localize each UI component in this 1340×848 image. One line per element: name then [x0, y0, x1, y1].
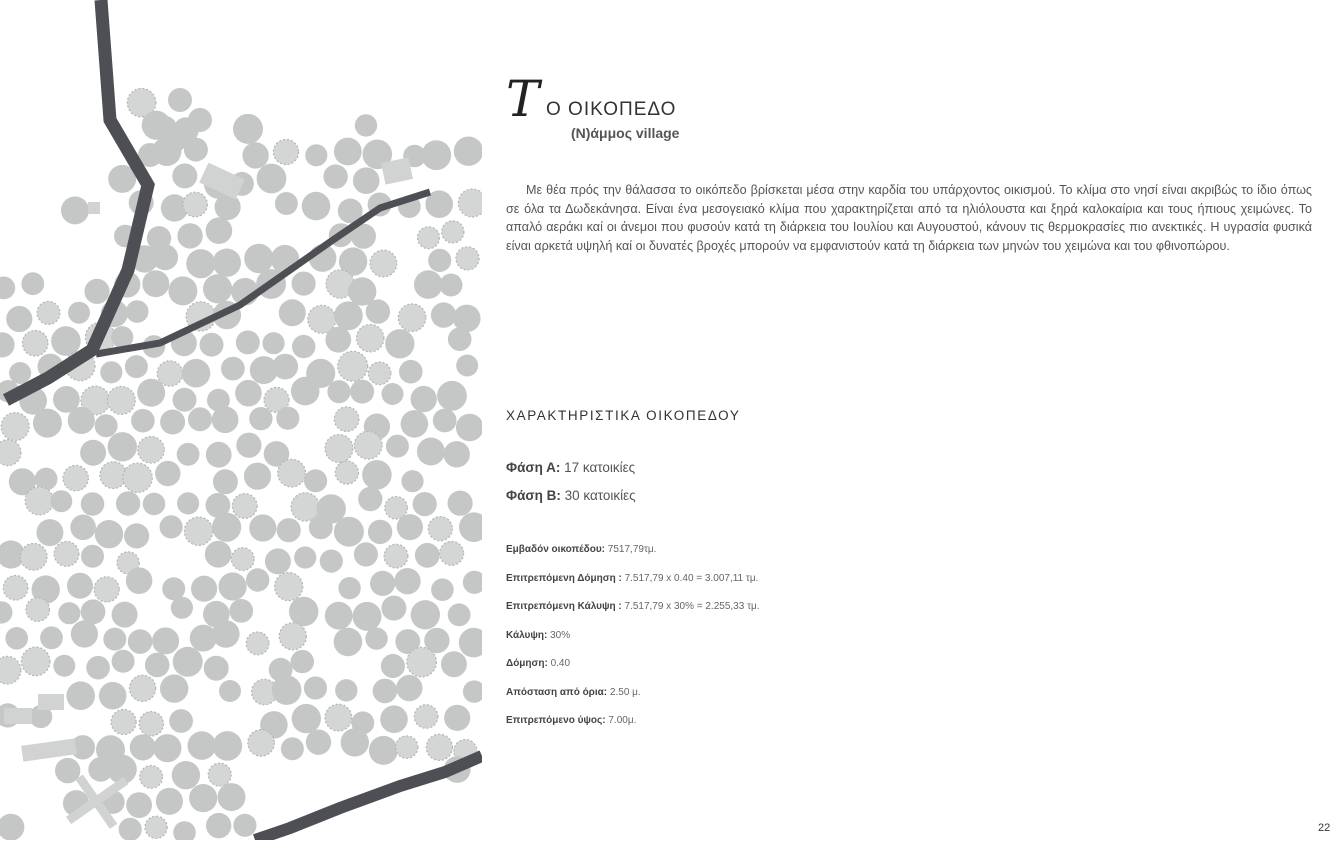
- tree-canopy: [236, 330, 260, 354]
- tree-canopy: [289, 597, 319, 627]
- tree-canopy: [0, 332, 15, 357]
- tree-canopy: [112, 602, 138, 628]
- tree-canopy: [325, 327, 351, 353]
- page-number: 22: [1318, 822, 1331, 834]
- tree-canopy: [130, 734, 156, 760]
- building: [88, 202, 100, 214]
- plot-specs-list: [506, 544, 760, 744]
- tree-canopy: [233, 814, 256, 837]
- tree-canopy: [292, 335, 315, 358]
- tree-canopy: [81, 492, 105, 516]
- spec-setback: [506, 687, 760, 716]
- tree-canopy: [70, 515, 96, 541]
- tree-canopy: [431, 578, 454, 601]
- tree-canopy: [153, 734, 181, 762]
- tree-canopy: [368, 362, 391, 385]
- spec-building-ratio: [506, 658, 760, 687]
- tree-canopy: [33, 409, 62, 438]
- tree-canopy: [278, 459, 306, 487]
- tree-canopy: [212, 406, 239, 433]
- tree-canopy: [431, 302, 456, 327]
- tree-canopy: [188, 108, 212, 132]
- tree-canopy: [279, 299, 306, 326]
- tree-canopy: [334, 301, 363, 330]
- tree-canopy: [0, 601, 13, 623]
- tree-canopy: [84, 279, 109, 304]
- tree-canopy: [123, 463, 152, 492]
- tree-canopy: [21, 272, 44, 295]
- tree-canopy: [401, 470, 423, 492]
- tree-canopy: [103, 628, 126, 651]
- tree-canopy: [281, 737, 304, 760]
- tree-canopy: [112, 650, 135, 673]
- tree-canopy: [36, 519, 63, 546]
- tree-canopy: [206, 217, 233, 244]
- tree-canopy: [323, 164, 347, 188]
- tree-canopy: [111, 710, 136, 735]
- tree-canopy: [5, 627, 28, 650]
- tree-canopy: [40, 626, 63, 649]
- tree-canopy: [20, 543, 47, 570]
- tree-canopy: [304, 469, 327, 492]
- tree-canopy: [186, 249, 215, 278]
- tree-canopy: [292, 704, 321, 733]
- tree-canopy: [169, 709, 193, 733]
- tree-canopy: [397, 514, 423, 540]
- tree-canopy: [200, 333, 224, 357]
- tree-canopy: [95, 520, 123, 548]
- tree-canopy: [302, 192, 331, 221]
- spec-value: 30%: [547, 629, 571, 641]
- spec-label: Επιτρεπόμενη Δόμηση :: [506, 572, 622, 584]
- tree-canopy: [368, 520, 392, 544]
- tree-canopy: [341, 728, 369, 756]
- tree-canopy: [68, 302, 90, 324]
- tree-canopy: [448, 491, 473, 516]
- tree-canopy: [100, 361, 122, 383]
- tree-canopy: [365, 627, 387, 649]
- tree-canopy: [325, 435, 353, 463]
- tree-canopy: [358, 487, 382, 511]
- tree-canopy: [381, 654, 405, 678]
- tree-canopy: [335, 461, 358, 484]
- tree-canopy: [411, 600, 440, 629]
- tree-canopy: [413, 492, 437, 516]
- tree-canopy: [37, 301, 60, 324]
- lower-road: [255, 756, 482, 840]
- tree-canopy: [335, 679, 357, 701]
- tree-canopy: [244, 244, 273, 273]
- phase-a-line: [506, 460, 635, 475]
- tree-canopy: [183, 192, 208, 217]
- tree-canopy: [459, 512, 482, 542]
- tree-canopy: [160, 515, 183, 538]
- tree-canopy: [177, 492, 199, 514]
- tree-canopy: [229, 599, 253, 623]
- tree-canopy: [394, 568, 420, 594]
- tree-canopy: [221, 357, 245, 381]
- tree-canopy: [396, 736, 418, 758]
- tree-canopy: [421, 140, 451, 170]
- tree-canopy: [373, 679, 398, 704]
- tree-canopy: [58, 602, 80, 624]
- tree-canopy: [54, 542, 79, 567]
- tree-canopy: [246, 568, 269, 591]
- tree-canopy: [126, 792, 152, 818]
- tree-canopy: [276, 407, 299, 430]
- tree-canopy: [357, 325, 384, 352]
- tree-canopy: [334, 407, 359, 432]
- tree-canopy: [291, 377, 320, 406]
- tree-canopy: [155, 461, 180, 486]
- tree-canopy: [325, 704, 352, 731]
- tree-canopy: [173, 647, 203, 677]
- tree-canopy: [305, 144, 327, 166]
- tree-canopy: [236, 433, 261, 458]
- tree-canopy: [327, 380, 350, 403]
- spec-allowed-building: [506, 573, 760, 602]
- tree-canopy: [205, 541, 232, 568]
- tree-canopy: [338, 351, 368, 381]
- tree-canopy: [456, 247, 479, 270]
- tree-canopy: [320, 550, 343, 573]
- tree-canopy: [369, 736, 398, 765]
- tree-canopy: [160, 674, 188, 702]
- tree-canopy: [53, 655, 75, 677]
- tree-canopy: [0, 277, 15, 300]
- tree-canopy: [6, 306, 32, 332]
- tree-canopy: [440, 541, 464, 565]
- tree-canopy: [9, 362, 31, 384]
- tree-canopy: [86, 656, 110, 680]
- tree-canopy: [119, 818, 142, 840]
- page-subtitle: (Ν)άμμος village: [571, 125, 680, 141]
- tree-canopy: [417, 438, 445, 466]
- tree-canopy: [381, 596, 406, 621]
- tree-canopy: [382, 383, 404, 405]
- tree-canopy: [244, 463, 271, 490]
- tree-canopy: [50, 490, 72, 512]
- spec-value: 7.00μ.: [605, 715, 637, 726]
- tree-canopy: [173, 821, 196, 840]
- tree-canopy: [242, 142, 268, 168]
- phase-value: 17 κατοικίες: [560, 460, 636, 475]
- tree-canopy: [130, 675, 156, 701]
- tree-canopy: [219, 572, 247, 600]
- tree-canopy: [177, 443, 200, 466]
- spec-label: Κάλυψη:: [506, 629, 548, 641]
- spec-value: 7517,79τμ.: [605, 544, 657, 555]
- spec-plot-area: [506, 544, 760, 573]
- tree-canopy: [168, 276, 197, 305]
- tree-canopy: [212, 513, 241, 542]
- tree-canopy: [275, 573, 303, 601]
- tree-canopy: [353, 167, 380, 194]
- tree-canopy: [25, 487, 53, 515]
- tree-canopy: [156, 788, 183, 815]
- tree-canopy: [126, 300, 149, 323]
- tree-canopy: [172, 163, 197, 188]
- phase-label: Φάση Α:: [506, 460, 561, 475]
- tree-canopy: [334, 628, 363, 657]
- tree-canopy: [463, 571, 482, 594]
- tree-canopy: [218, 783, 246, 811]
- tree-canopy: [249, 407, 272, 430]
- spec-label: Απόσταση από όρια:: [506, 686, 608, 698]
- tree-canopy: [380, 705, 408, 733]
- tree-canopy: [184, 138, 208, 162]
- tree-canopy: [95, 414, 118, 437]
- tree-canopy: [246, 632, 269, 655]
- spec-label: Επιτρεπόμενο ύψος:: [506, 715, 606, 726]
- tree-canopy: [354, 542, 378, 566]
- tree-canopy: [304, 676, 327, 699]
- tree-canopy: [448, 327, 472, 351]
- tree-canopy: [189, 784, 217, 812]
- tree-canopy: [126, 567, 153, 594]
- tree-canopy: [279, 623, 306, 650]
- phase-label: Φάση Β:: [506, 488, 561, 503]
- tree-canopy: [437, 381, 467, 411]
- tree-canopy: [355, 114, 377, 136]
- tree-canopy: [338, 577, 360, 599]
- tree-canopy: [171, 597, 193, 619]
- tree-canopy: [233, 114, 263, 144]
- tree-canopy: [415, 543, 440, 568]
- tree-canopy: [204, 656, 229, 681]
- tree-canopy: [426, 734, 452, 760]
- spec-height: [506, 715, 760, 744]
- phase-b-line: [506, 488, 636, 503]
- tree-canopy: [215, 194, 241, 220]
- tree-canopy: [458, 189, 482, 217]
- tree-canopy: [68, 407, 95, 434]
- tree-canopy: [182, 359, 211, 388]
- tree-canopy: [414, 270, 443, 299]
- spec-value: 7.517,79 x 0.40 = 3.007,11 τμ.: [621, 572, 759, 584]
- tree-canopy: [440, 274, 463, 297]
- tree-canopy: [275, 192, 298, 215]
- tree-canopy: [353, 602, 382, 631]
- tree-canopy: [433, 409, 457, 433]
- tree-canopy: [131, 409, 155, 433]
- tree-canopy: [306, 730, 331, 755]
- tree-canopy: [139, 712, 163, 736]
- tree-canopy: [396, 675, 422, 701]
- tree-canopy: [272, 675, 302, 705]
- tree-canopy: [213, 731, 243, 761]
- tree-canopy: [0, 440, 21, 466]
- tree-canopy: [152, 244, 178, 270]
- tree-canopy: [26, 598, 50, 622]
- tree-canopy: [168, 88, 192, 112]
- tree-canopy: [157, 361, 182, 386]
- tree-canopy: [418, 227, 440, 249]
- title-decorative-initial: T: [506, 70, 540, 128]
- tree-canopy: [428, 249, 451, 272]
- tree-canopy: [428, 517, 452, 541]
- tree-canopy: [235, 380, 262, 407]
- tree-canopy: [66, 681, 95, 710]
- tree-canopy: [137, 379, 165, 407]
- tree-canopy: [188, 731, 217, 760]
- tree-canopy: [145, 816, 167, 838]
- tree-canopy: [152, 627, 179, 654]
- tree-canopy: [292, 272, 316, 296]
- tree-canopy: [3, 576, 28, 601]
- tree-canopy: [350, 380, 374, 404]
- tree-canopy: [232, 494, 257, 519]
- tree-canopy: [71, 620, 98, 647]
- tree-canopy: [21, 647, 50, 676]
- tree-canopy: [248, 730, 275, 757]
- tree-canopy: [184, 517, 212, 545]
- tree-canopy: [163, 128, 187, 152]
- tree-canopy: [257, 164, 287, 194]
- site-plan-illustration: [0, 0, 482, 840]
- tree-canopy: [61, 196, 89, 224]
- building: [4, 708, 32, 724]
- tree-canopy: [456, 355, 478, 377]
- tree-canopy: [294, 546, 316, 568]
- tree-canopy: [206, 813, 231, 838]
- tree-canopy: [263, 332, 285, 354]
- tree-canopy: [444, 705, 470, 731]
- tree-canopy: [444, 441, 470, 467]
- spec-label: Επιτρεπόμενη Κάλυψη :: [506, 601, 622, 612]
- tree-canopy: [334, 517, 364, 547]
- tree-canopy: [212, 620, 240, 648]
- tree-canopy: [386, 435, 409, 458]
- tree-canopy: [213, 469, 238, 494]
- tree-canopy: [442, 221, 464, 243]
- tree-canopy: [188, 407, 212, 431]
- tree-canopy: [208, 763, 231, 786]
- tree-canopy: [231, 548, 254, 571]
- spec-value: 7.517,79 x 30% = 2.255,33 τμ.: [621, 601, 760, 612]
- tree-canopy: [249, 514, 276, 541]
- tree-canopy: [334, 138, 362, 166]
- tree-canopy: [128, 629, 153, 654]
- intro-paragraph: Με θέα πρός την θάλασσα το οικόπεδο βρίσκεται μέσα στην καρδία του υπάρχοντος οικισμού. Το κλίμα στο νησί είναι ακριβώς το ίδιο όπως σε όλα τα Δωδεκάνησα. Είναι ένα μεσογειακό κλίμα που χαρακτηρίζεται από τα ηλιόλουστα και ξηρά καλοκαίρια και τους ήπιους χειμώνες. Το απαλό αεράκι καί οι άνεμοι που φυσούν κατά τη διάρκεια του Ιουλίου και Αυγουστού, κάνουν τις θερμοκρασίες πιο ανεκτικές. Η υγρασία φυσικά είναι αρκετά υψηλή καί οι δυνατές βροχές μπορούν να εμφανιστούν κατά τη διάρκεια των μηνών του χειμώνα και του φθινοπώρου.: [506, 183, 1312, 253]
- tree-canopy: [411, 386, 437, 412]
- tree-canopy: [177, 223, 202, 248]
- spec-label: Δόμηση:: [506, 658, 548, 669]
- tree-canopy: [272, 354, 298, 380]
- title-text: Ο ΟΙΚΟΠΕΔΟ: [546, 99, 677, 120]
- tree-canopy: [448, 603, 471, 626]
- tree-canopy: [414, 705, 438, 729]
- spec-label: Εμβαδόν οικοπέδου:: [506, 544, 606, 555]
- tree-canopy: [354, 431, 382, 459]
- spec-value: 2.50 μ.: [607, 686, 641, 698]
- tree-canopy: [22, 330, 48, 356]
- tree-canopy: [108, 432, 137, 461]
- tree-canopy: [94, 577, 119, 602]
- tree-canopy: [63, 465, 88, 490]
- tree-canopy: [463, 680, 482, 702]
- tree-canopy: [191, 576, 217, 602]
- spec-allowed-coverage: [506, 601, 760, 630]
- phase-value: 30 κατοικίες: [560, 488, 636, 503]
- tree-canopy: [370, 571, 395, 596]
- tree-canopy: [370, 250, 397, 277]
- tree-canopy: [99, 682, 127, 710]
- tree-canopy: [399, 360, 423, 384]
- tree-canopy: [398, 304, 426, 332]
- tree-canopy: [456, 414, 482, 442]
- tree-canopy: [213, 249, 241, 277]
- tree-canopy: [124, 523, 149, 548]
- tree-canopy: [401, 410, 429, 438]
- tree-canopy: [384, 544, 408, 568]
- tree-canopy: [0, 656, 21, 684]
- tree-canopy: [277, 518, 301, 542]
- tree-canopy: [291, 650, 314, 673]
- tree-canopy: [454, 137, 482, 166]
- tree-canopy: [145, 653, 170, 678]
- tree-canopy: [219, 680, 241, 702]
- spec-coverage: [506, 630, 760, 659]
- tree-canopy: [441, 651, 467, 677]
- building: [38, 694, 64, 710]
- tree-canopy: [107, 386, 135, 414]
- tree-canopy: [366, 299, 390, 323]
- tree-canopy: [273, 139, 298, 164]
- spec-value: 0.40: [547, 658, 571, 669]
- tree-canopy: [385, 329, 414, 358]
- tree-canopy: [1, 413, 29, 441]
- tree-canopy: [116, 491, 140, 515]
- tree-canopy: [67, 573, 93, 599]
- tree-canopy: [0, 814, 24, 840]
- tree-canopy: [138, 437, 165, 464]
- tree-canopy: [206, 442, 232, 468]
- tree-canopy: [309, 515, 333, 539]
- tree-canopy: [172, 761, 200, 789]
- tree-canopy: [125, 355, 148, 378]
- tree-canopy: [142, 270, 169, 297]
- tree-canopy: [81, 545, 104, 568]
- tree-canopy: [160, 410, 185, 435]
- tree-canopy: [407, 647, 437, 677]
- tree-canopy: [140, 766, 163, 789]
- tree-canopy: [173, 388, 197, 412]
- tree-canopy: [143, 493, 166, 516]
- tree-canopy: [362, 460, 392, 490]
- tree-canopy: [459, 628, 482, 658]
- section-heading: ΧΑΡΑΚΤΗΡΙΣΤΙΚΑ ΟΙΚΟΠΕΔΟΥ: [506, 408, 741, 423]
- tree-canopy: [325, 602, 353, 630]
- tree-canopy: [80, 440, 106, 466]
- tree-canopy: [265, 548, 291, 574]
- tree-canopy: [203, 274, 232, 303]
